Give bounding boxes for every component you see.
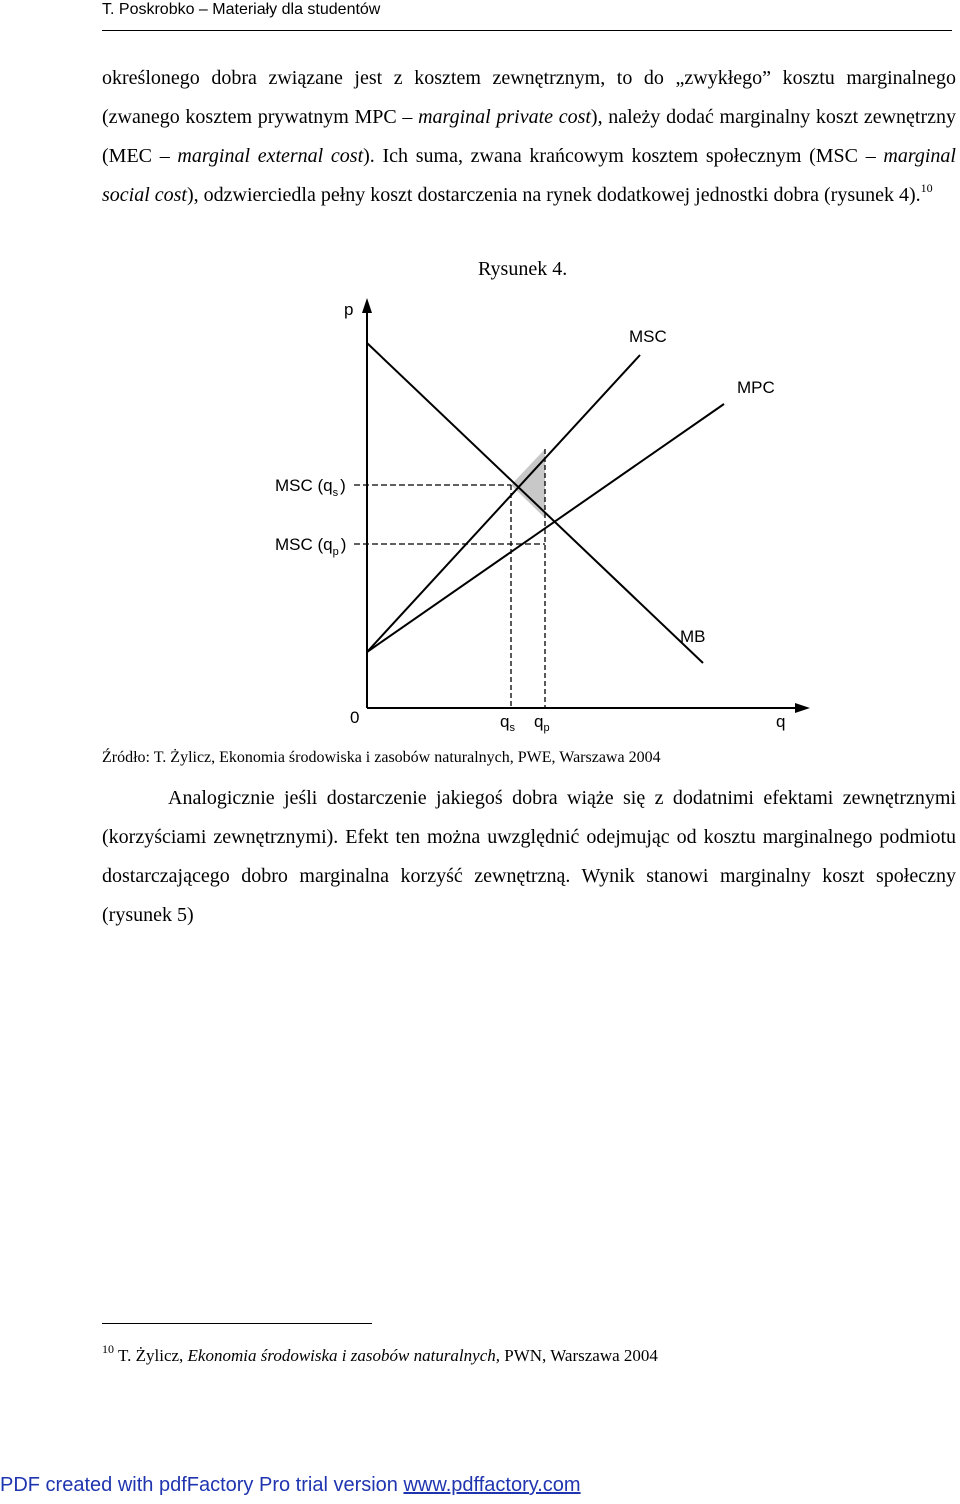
footnote-separator [102, 1323, 372, 1324]
footer-text: PDF created with pdfFactory Pro trial version [0, 1474, 404, 1496]
paragraph-intro-text-2: ), należy dodać marginalny koszt zewnętrzny (MEC – [102, 106, 956, 167]
y-tick-msc-qs: MSC ($q_s$ ) [275, 476, 346, 499]
msc-label: MSC [629, 327, 667, 346]
x-axis-arrow [795, 703, 810, 713]
footnote [102, 1342, 658, 1366]
footnote-publisher: PWN, Warszawa 2004 [500, 1346, 658, 1365]
header-text: T. Poskrobko – Materiały dla studentów [102, 1, 381, 18]
paragraph-intro-text-1: określonego dobra związane jest z kosztem zewnętrznym, to do „zwykłego” kosztu marginalnego (zwanego kosztem prywatnym MPC – [102, 67, 956, 128]
mb-label: MB [680, 627, 706, 646]
footnote-book-title: Ekonomia środowiska i zasobów naturalnych, [187, 1346, 500, 1365]
x-tick-qs: $q_s$ [500, 712, 515, 734]
pdf-footer [0, 1474, 960, 1497]
term-marginal-external-cost: marginal external cost [177, 145, 364, 167]
externality-diagram [0, 0, 960, 750]
x-axis-label: q [776, 712, 786, 731]
figure-source: Źródło: T. Żylicz, Ekonomia środowiska i zasobów naturalnych, PWE, Warszawa 2004 [102, 749, 661, 766]
origin-label: 0 [350, 708, 360, 727]
msc-curve [367, 355, 640, 652]
y-tick-msc-qp: MSC ($q_p$ ) [275, 535, 347, 558]
term-marginal-social-cost: marginal social cost [102, 145, 956, 206]
footnote-author: T. Żylicz, [118, 1346, 188, 1365]
term-marginal-private-cost: marginal private cost [418, 106, 591, 128]
figure-title: Rysunek 4. [478, 258, 568, 280]
paragraph-intro-text-4: ), odzwierciedla pełny koszt dostarczenia na rynek dodatkowej jednostki dobra (rysunek 4). [187, 184, 921, 206]
mb-curve [367, 343, 703, 663]
paragraph-positive-text: Analogicznie jeśli dostarczenie jakiegoś dobra wiąże się z dodatnimi efektami zewnętrznymi (korzyściami zewnętrznymi). Efekt ten można uwzględnić odejmując od kosztu marginalnego podmiotu dostarczającego dobro marginalna korzyść zewnętrzną. Wynik stanowi marginalny koszt społeczny (rysunek 5) [102, 787, 956, 926]
mpc-label: MPC [737, 378, 775, 397]
x-tick-qp: $q_p$ [534, 712, 550, 734]
paragraph-positive-externalities [102, 779, 956, 935]
mpc-curve [367, 404, 724, 652]
footnote-number: 10 [102, 1342, 114, 1356]
footnote-reference[interactable]: 10 [920, 181, 933, 195]
footer-link[interactable]: www.pdffactory.com [403, 1474, 581, 1496]
y-axis-arrow [362, 298, 372, 313]
paragraph-intro-text-3: ). Ich suma, zwana krańcowym kosztem społecznym (MSC – [363, 145, 884, 167]
y-axis-label: p [344, 300, 354, 319]
